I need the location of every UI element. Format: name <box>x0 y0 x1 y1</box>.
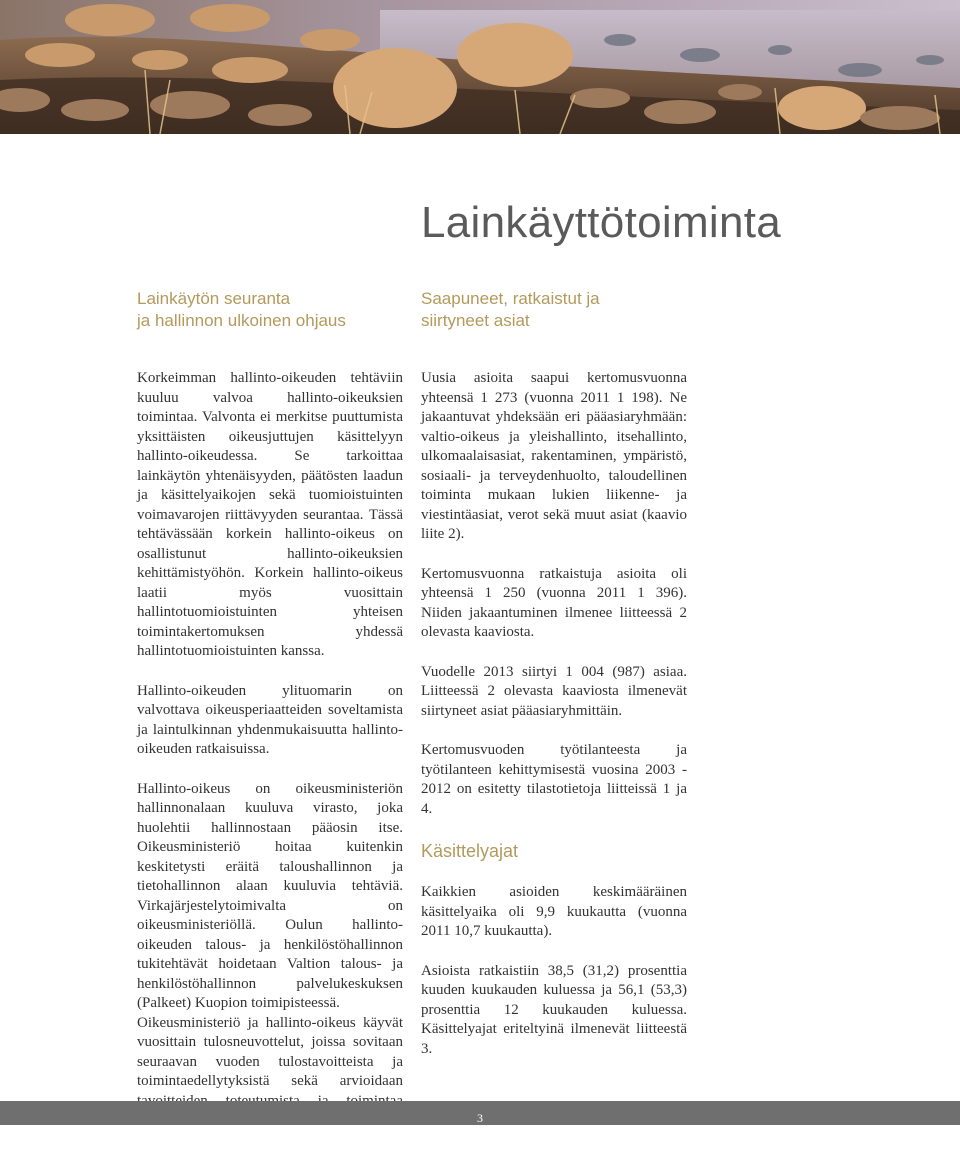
section-heading-kasittelyajat: Käsittelyajat <box>421 841 519 861</box>
paragraph: Kertomusvuonna ratkaistuja asioita oli yhteensä 1 250 (vuonna 2011 1 396). Niiden jakaantuminen ilmenee liitteessä 2 olevasta kaaviosta. <box>421 565 687 640</box>
paragraph: Oikeusministeriö ja hallinto-oikeus käyvät vuosittain tulosneuvottelut, joissa sovitaan seuraavan vuoden tulostavoitteista ja toimintaedellytyksistä sekä arvioidaan <box>137 1014 403 1089</box>
paragraph: Korkeimman hallinto-oikeuden tehtäviin kuuluu valvoa hallinto-oikeuksien toimintaa. Valvonta ei merkitse puuttumista yksittäisten oikeusjuttujen käsittelyyn hallinto-oikeudessa. Se tarkoittaa lainkäytön yhtenäisyyden, päätösten laadun ja käsittelyaikojen sekä tuomioistuinten voimavarojen riittävyyden seurantaa. Tässä tehtävässään korkein hallinto-oikeus on osallistunut hallinto-oikeuksien kehittämistyöhön. Korkein hallinto-oikeus laatii myös vuosittain hallintotuomioistuinten yhteisen toimintakertomuksen yhdessä hallintotuomioistuinten kanssa. <box>137 370 403 659</box>
right-column-heading <box>421 288 600 332</box>
paragraph: Vuodelle 2013 siirtyi 1 004 (987) asiaa. Liitteessä 2 olevasta kaaviosta ilmenevät siirtyneet asiat pääasiaryhmittäin. <box>421 663 687 719</box>
page-title: Lainkäyttötoiminta <box>421 198 782 247</box>
right-column <box>421 369 687 1079</box>
left-heading-line2: ja hallinnon ulkoinen ohjaus <box>137 311 346 330</box>
paragraph: Kertomusvuoden työtilanteesta ja työtilanteen kehittymisestä vuosina 2003 - 2012 on esitetty tilastotietoja liitteissä 1 ja 4. <box>421 742 687 817</box>
paragraph: Kaikkien asioiden keskimääräinen käsittelyaika oli 9,9 kuukautta (vuonna 2011 10,7 kuukautta). <box>421 884 687 939</box>
paragraph: Hallinto-oikeuden ylituomarin on valvottava oikeusperiaatteiden soveltamista ja laintulkinnan yhdenmukaisuutta hallinto-oikeuden ratkaisuissa. <box>137 682 403 757</box>
left-column <box>137 369 403 1151</box>
paragraph: Uusia asioita saapui kertomusvuonna yhteensä 1 273 (vuonna 2011 1 198). Ne jakaantuvat yhdeksään eri pääasiaryhmään: valtio-oikeus ja yleishallinto, itsehallinto, ulkomaalaisasiat, rakentaminen, ympäristö, sosiaali- ja terveydenhuolto, taloudellinen toiminta mukaan lukien liikenne- ja viestintäasiat, verot sekä muut asiat (kaavio liite 2). <box>421 370 687 542</box>
page-number: 3 <box>477 1111 483 1125</box>
header-photo <box>0 0 960 134</box>
right-heading-line1: Saapuneet, ratkaistut ja <box>421 289 600 308</box>
paragraph: Asioista ratkaistiin 38,5 (31,2) prosenttia kuuden kuukauden kuluessa ja 56,1 (53,3) prosenttia 12 kuukauden kuluessa. Käsittelyajat eriteltyinä ilmenevät liitteestä 3. <box>421 962 687 1057</box>
left-heading-line1: Lainkäytön seuranta <box>137 289 291 308</box>
paragraph: Hallinto-oikeus on oikeusministeriön hallinnonalaan kuuluva virasto, joka huolehtii hallinnostaan pääosin itse. Oikeusministeriö hoitaa kuitenkin keskitetysti eräitä taloushallinnon ja tietohallinnon alaan kuuluvia tehtäviä. Virkajärjestelytoimivalta on oikeusministeriöllä. Oulun hallinto-oikeuden talous- ja henkilöstöhallinnon tukitehtävät hoidetaan Valtion talous- ja henkilöstöhallinnon palvelukeskuksen (Palkeet) Kuopion toimipisteessä. <box>137 780 403 1011</box>
left-column-heading <box>137 288 346 332</box>
footer-bar <box>0 1101 960 1125</box>
right-heading-line2: siirtyneet asiat <box>421 311 530 330</box>
